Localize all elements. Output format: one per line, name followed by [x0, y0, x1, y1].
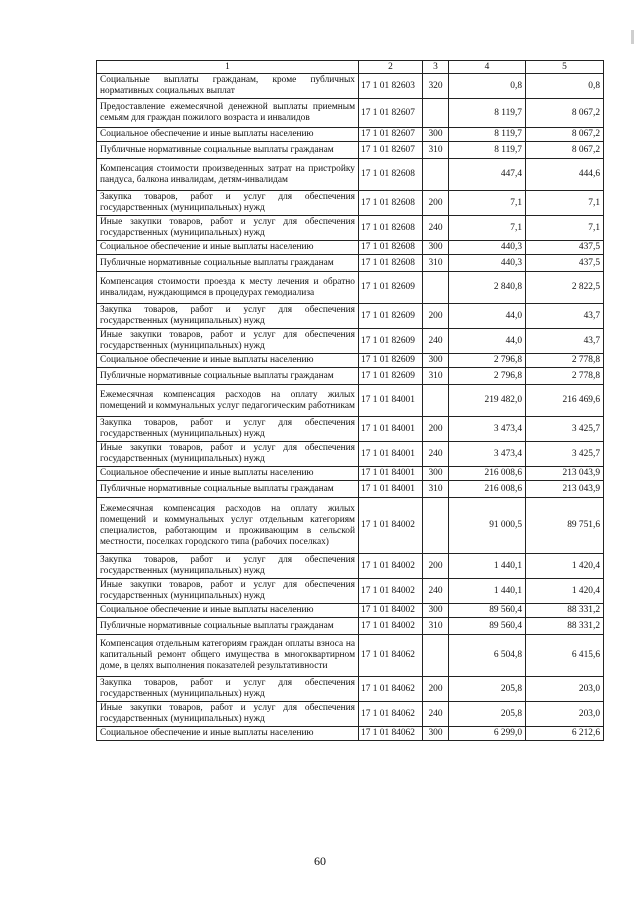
row-code-cell: 17 1 01 84002: [359, 618, 423, 635]
row-expense-type-cell: [423, 272, 449, 304]
table-row: [97, 354, 604, 368]
row-value-col4-cell: 3 473,4: [449, 442, 526, 467]
row-code-cell: 17 1 01 82608: [359, 159, 423, 191]
scan-edge-mark: [631, 30, 634, 44]
row-expense-type-cell: 300: [423, 467, 449, 481]
column-header: 4: [449, 61, 526, 74]
row-value-col5-cell: 6 415,6: [526, 635, 604, 677]
row-value-col5-cell: 1 420,4: [526, 554, 604, 579]
row-code-cell: 17 1 01 84002: [359, 579, 423, 604]
row-expense-type-cell: 300: [423, 354, 449, 368]
table-row: [97, 142, 604, 159]
row-name-cell: Публичные нормативные социальные выплаты гражданам: [97, 142, 359, 159]
row-code-cell: 17 1 01 82607: [359, 128, 423, 142]
row-code-cell: 17 1 01 82607: [359, 142, 423, 159]
row-code-cell: 17 1 01 82608: [359, 216, 423, 241]
row-name-cell: Иные закупки товаров, работ и услуг для обеспечения государственных (муниципальных) нужд: [97, 579, 359, 604]
row-expense-type-cell: 310: [423, 618, 449, 635]
row-expense-type-cell: [423, 385, 449, 417]
row-value-col4-cell: 205,8: [449, 702, 526, 727]
row-value-col4-cell: 2 796,8: [449, 368, 526, 385]
row-code-cell: 17 1 01 82609: [359, 354, 423, 368]
row-value-col4-cell: 440,3: [449, 241, 526, 255]
row-code-cell: 17 1 01 82607: [359, 99, 423, 128]
row-expense-type-cell: 240: [423, 216, 449, 241]
table-row: [97, 368, 604, 385]
row-name-cell: Закупка товаров, работ и услуг для обеспечения государственных (муниципальных) нужд: [97, 677, 359, 702]
row-value-col4-cell: 2 840,8: [449, 272, 526, 304]
row-code-cell: 17 1 01 82609: [359, 304, 423, 329]
table-row: [97, 241, 604, 255]
row-value-col4-cell: 0,8: [449, 74, 526, 99]
row-value-col4-cell: 7,1: [449, 191, 526, 216]
row-name-cell: Ежемесячная компенсация расходов на оплату жилых помещений и коммунальных услуг педагогическим работникам: [97, 385, 359, 417]
row-name-cell: Иные закупки товаров, работ и услуг для обеспечения государственных (муниципальных) нужд: [97, 442, 359, 467]
row-value-col5-cell: 7,1: [526, 216, 604, 241]
row-name-cell: Социальное обеспечение и иные выплаты населению: [97, 727, 359, 741]
row-value-col4-cell: 8 119,7: [449, 99, 526, 128]
row-expense-type-cell: 200: [423, 191, 449, 216]
row-expense-type-cell: 300: [423, 128, 449, 142]
row-code-cell: 17 1 01 82609: [359, 272, 423, 304]
row-name-cell: Публичные нормативные социальные выплаты гражданам: [97, 618, 359, 635]
table-row: [97, 579, 604, 604]
row-value-col5-cell: 7,1: [526, 191, 604, 216]
row-value-col5-cell: 0,8: [526, 74, 604, 99]
row-code-cell: 17 1 01 84001: [359, 481, 423, 498]
table-header-row: [97, 61, 604, 74]
row-name-cell: Социальное обеспечение и иные выплаты населению: [97, 241, 359, 255]
row-name-cell: Публичные нормативные социальные выплаты гражданам: [97, 255, 359, 272]
row-name-cell: Социальное обеспечение и иные выплаты населению: [97, 128, 359, 142]
row-value-col4-cell: 6 504,8: [449, 635, 526, 677]
row-code-cell: 17 1 01 84002: [359, 498, 423, 554]
row-code-cell: 17 1 01 84062: [359, 727, 423, 741]
row-name-cell: Закупка товаров, работ и услуг для обеспечения государственных (муниципальных) нужд: [97, 554, 359, 579]
row-name-cell: Закупка товаров, работ и услуг для обеспечения государственных (муниципальных) нужд: [97, 417, 359, 442]
row-name-cell: Иные закупки товаров, работ и услуг для обеспечения государственных (муниципальных) нужд: [97, 702, 359, 727]
row-code-cell: 17 1 01 84062: [359, 677, 423, 702]
row-name-cell: Социальные выплаты гражданам, кроме публичных нормативных социальных выплат: [97, 74, 359, 99]
row-value-col4-cell: 440,3: [449, 255, 526, 272]
row-name-cell: Публичные нормативные социальные выплаты гражданам: [97, 368, 359, 385]
budget-table: [96, 60, 604, 741]
table-row: [97, 442, 604, 467]
table-row: [97, 255, 604, 272]
row-value-col5-cell: 8 067,2: [526, 142, 604, 159]
row-value-col4-cell: 216 008,6: [449, 467, 526, 481]
table-row: [97, 635, 604, 677]
row-value-col4-cell: 8 119,7: [449, 128, 526, 142]
table-row: [97, 467, 604, 481]
row-expense-type-cell: [423, 99, 449, 128]
row-name-cell: Иные закупки товаров, работ и услуг для обеспечения государственных (муниципальных) нужд: [97, 329, 359, 354]
row-code-cell: 17 1 01 84062: [359, 702, 423, 727]
row-expense-type-cell: 200: [423, 554, 449, 579]
row-expense-type-cell: [423, 498, 449, 554]
row-code-cell: 17 1 01 84002: [359, 554, 423, 579]
row-value-col4-cell: 3 473,4: [449, 417, 526, 442]
row-expense-type-cell: [423, 635, 449, 677]
table-row: [97, 74, 604, 99]
row-expense-type-cell: 200: [423, 304, 449, 329]
row-value-col4-cell: 6 299,0: [449, 727, 526, 741]
row-expense-type-cell: [423, 159, 449, 191]
row-value-col5-cell: 216 469,6: [526, 385, 604, 417]
row-expense-type-cell: 310: [423, 142, 449, 159]
table-row: [97, 385, 604, 417]
row-name-cell: Социальное обеспечение и иные выплаты населению: [97, 467, 359, 481]
row-value-col4-cell: 7,1: [449, 216, 526, 241]
row-name-cell: Компенсация отдельным категориям граждан оплаты взноса на капитальный ремонт общего имущества в многоквартирном доме, в целях выполнения показателей результативности: [97, 635, 359, 677]
row-name-cell: Ежемесячная компенсация расходов на оплату жилых помещений и коммунальных услуг отдельным категориям специалистов, работающим и проживающим в сельской местности, поселках городского типа (рабочих поселках): [97, 498, 359, 554]
row-expense-type-cell: 240: [423, 442, 449, 467]
row-name-cell: Публичные нормативные социальные выплаты гражданам: [97, 481, 359, 498]
row-expense-type-cell: 310: [423, 481, 449, 498]
column-header: 2: [359, 61, 423, 74]
row-value-col5-cell: 213 043,9: [526, 467, 604, 481]
row-value-col4-cell: 447,4: [449, 159, 526, 191]
row-value-col5-cell: 8 067,2: [526, 99, 604, 128]
table-row: [97, 618, 604, 635]
row-value-col4-cell: 89 560,4: [449, 604, 526, 618]
row-name-cell: Иные закупки товаров, работ и услуг для обеспечения государственных (муниципальных) нужд: [97, 216, 359, 241]
row-expense-type-cell: 300: [423, 727, 449, 741]
row-code-cell: 17 1 01 84001: [359, 442, 423, 467]
row-value-col5-cell: 437,5: [526, 241, 604, 255]
row-value-col4-cell: 1 440,1: [449, 554, 526, 579]
row-value-col4-cell: 1 440,1: [449, 579, 526, 604]
row-code-cell: 17 1 01 82609: [359, 329, 423, 354]
row-name-cell: Социальное обеспечение и иные выплаты населению: [97, 354, 359, 368]
column-header: 5: [526, 61, 604, 74]
row-value-col5-cell: 3 425,7: [526, 417, 604, 442]
table-row: [97, 159, 604, 191]
column-header: 1: [97, 61, 359, 74]
row-expense-type-cell: 200: [423, 677, 449, 702]
row-value-col5-cell: 43,7: [526, 304, 604, 329]
table-row: [97, 272, 604, 304]
row-value-col5-cell: 8 067,2: [526, 128, 604, 142]
row-value-col5-cell: 1 420,4: [526, 579, 604, 604]
row-value-col5-cell: 2 778,8: [526, 354, 604, 368]
table-row: [97, 677, 604, 702]
table-row: [97, 727, 604, 741]
column-header: 3: [423, 61, 449, 74]
table-row: [97, 481, 604, 498]
row-name-cell: Закупка товаров, работ и услуг для обеспечения государственных (муниципальных) нужд: [97, 191, 359, 216]
row-value-col5-cell: 3 425,7: [526, 442, 604, 467]
row-code-cell: 17 1 01 84002: [359, 604, 423, 618]
row-value-col4-cell: 91 000,5: [449, 498, 526, 554]
row-expense-type-cell: 310: [423, 255, 449, 272]
table-row: [97, 128, 604, 142]
table-row: [97, 702, 604, 727]
row-value-col5-cell: 6 212,6: [526, 727, 604, 741]
row-code-cell: 17 1 01 84001: [359, 385, 423, 417]
row-name-cell: Социальное обеспечение и иные выплаты населению: [97, 604, 359, 618]
row-value-col5-cell: 213 043,9: [526, 481, 604, 498]
row-expense-type-cell: 310: [423, 368, 449, 385]
row-value-col5-cell: 2 778,8: [526, 368, 604, 385]
row-expense-type-cell: 300: [423, 604, 449, 618]
row-name-cell: Предоставление ежемесячной денежной выплаты приемным семьям для граждан пожилого возраста и инвалидов: [97, 99, 359, 128]
table-row: [97, 191, 604, 216]
row-value-col4-cell: 216 008,6: [449, 481, 526, 498]
table-row: [97, 417, 604, 442]
table-row: [97, 329, 604, 354]
row-expense-type-cell: 240: [423, 579, 449, 604]
table-row: [97, 554, 604, 579]
row-value-col4-cell: 205,8: [449, 677, 526, 702]
row-name-cell: Закупка товаров, работ и услуг для обеспечения государственных (муниципальных) нужд: [97, 304, 359, 329]
table-row: [97, 304, 604, 329]
row-expense-type-cell: 200: [423, 417, 449, 442]
row-expense-type-cell: 300: [423, 241, 449, 255]
page-number: 60: [314, 854, 326, 868]
row-value-col5-cell: 43,7: [526, 329, 604, 354]
row-value-col5-cell: 88 331,2: [526, 604, 604, 618]
row-value-col5-cell: 203,0: [526, 677, 604, 702]
row-expense-type-cell: 320: [423, 74, 449, 99]
row-value-col5-cell: 203,0: [526, 702, 604, 727]
row-value-col4-cell: 44,0: [449, 329, 526, 354]
row-expense-type-cell: 240: [423, 702, 449, 727]
row-value-col5-cell: 2 822,5: [526, 272, 604, 304]
row-code-cell: 17 1 01 84001: [359, 467, 423, 481]
row-value-col4-cell: 219 482,0: [449, 385, 526, 417]
row-code-cell: 17 1 01 84001: [359, 417, 423, 442]
row-value-col4-cell: 8 119,7: [449, 142, 526, 159]
table-row: [97, 498, 604, 554]
row-code-cell: 17 1 01 84062: [359, 635, 423, 677]
row-value-col5-cell: 89 751,6: [526, 498, 604, 554]
row-value-col5-cell: 444,6: [526, 159, 604, 191]
row-expense-type-cell: 240: [423, 329, 449, 354]
row-code-cell: 17 1 01 82608: [359, 191, 423, 216]
row-name-cell: Компенсация стоимости произведенных затрат на пристройку пандуса, балкона инвалидам, детям-инвалидам: [97, 159, 359, 191]
row-name-cell: Компенсация стоимости проезда к месту лечения и обратно инвалидам, нуждающимся в процедурах гемодиализа: [97, 272, 359, 304]
table-row: [97, 99, 604, 128]
row-value-col4-cell: 89 560,4: [449, 618, 526, 635]
row-code-cell: 17 1 01 82609: [359, 368, 423, 385]
row-value-col5-cell: 88 331,2: [526, 618, 604, 635]
row-code-cell: 17 1 01 82608: [359, 241, 423, 255]
table-row: [97, 216, 604, 241]
row-value-col4-cell: 2 796,8: [449, 354, 526, 368]
row-value-col5-cell: 437,5: [526, 255, 604, 272]
row-value-col4-cell: 44,0: [449, 304, 526, 329]
table-row: [97, 604, 604, 618]
row-code-cell: 17 1 01 82603: [359, 74, 423, 99]
row-code-cell: 17 1 01 82608: [359, 255, 423, 272]
